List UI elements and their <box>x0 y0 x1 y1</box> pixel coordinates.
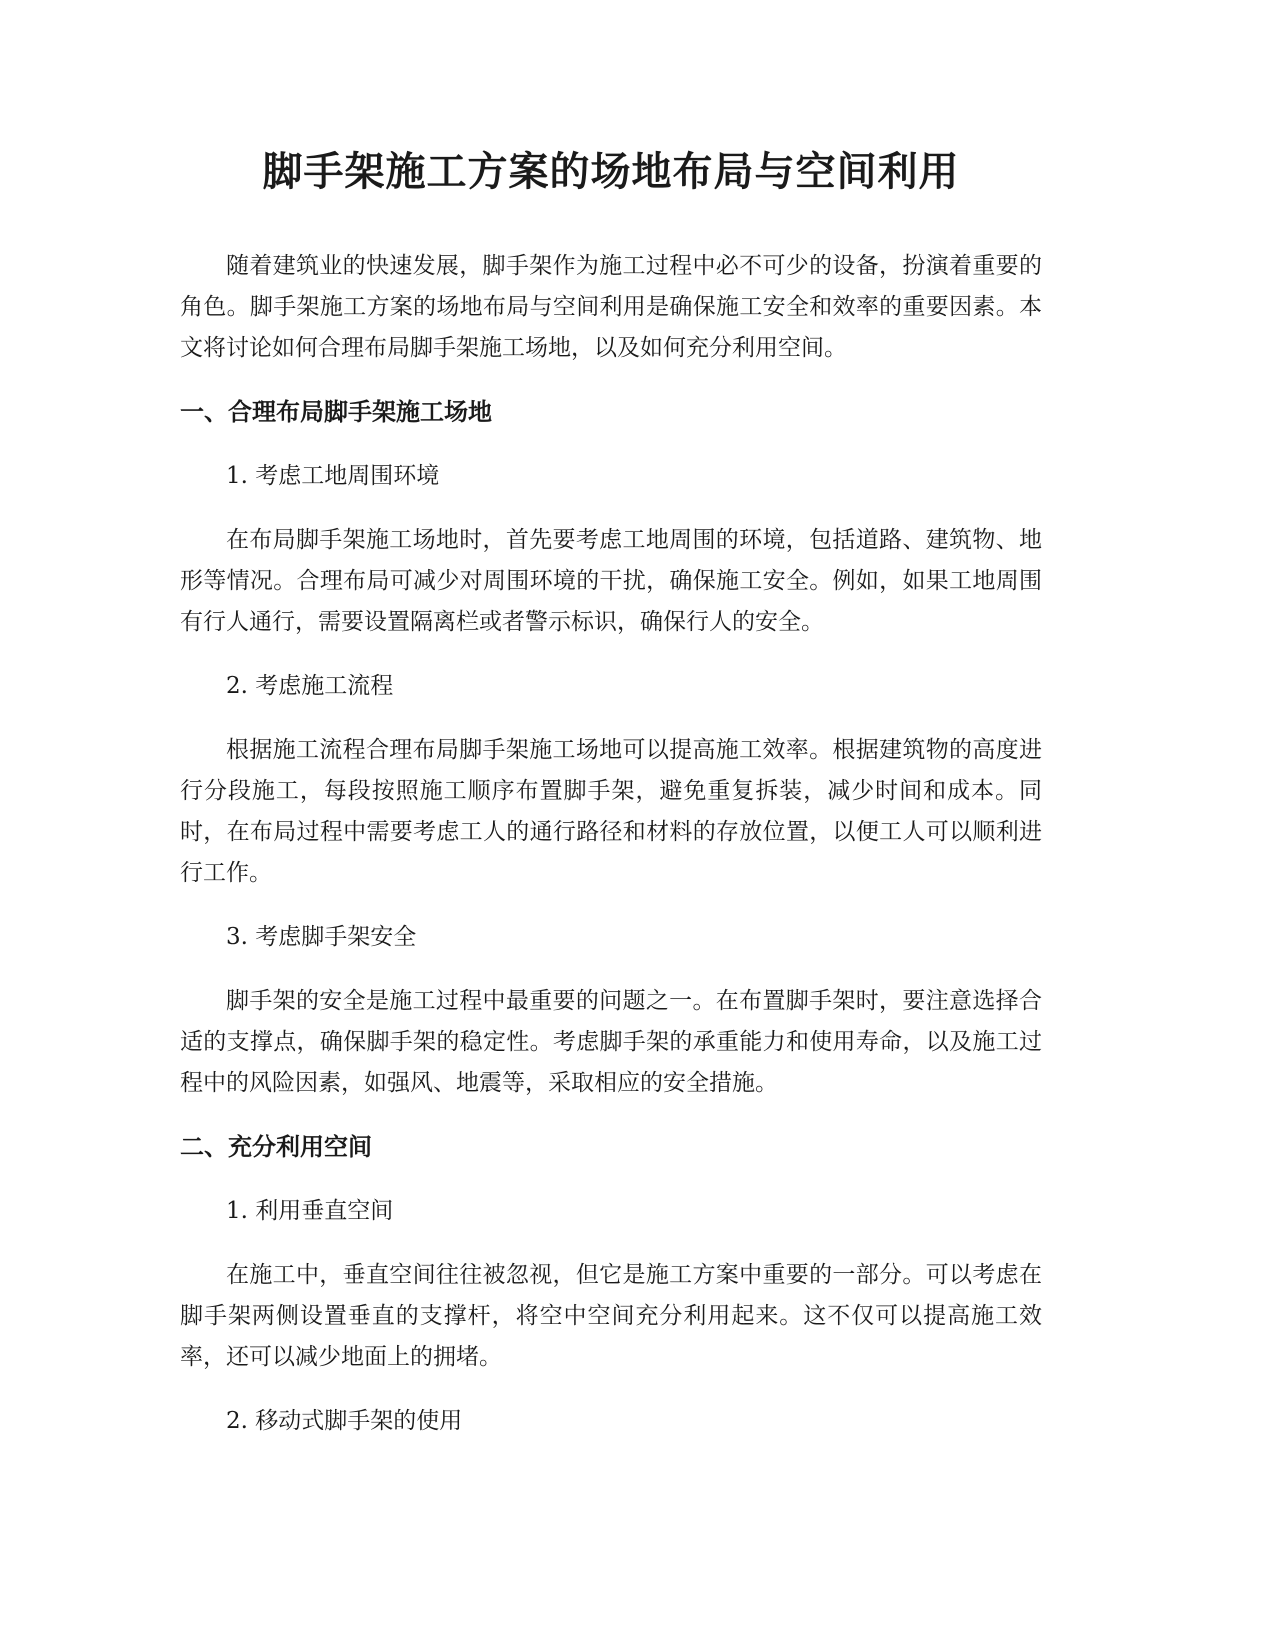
paragraph-1-2: 根据施工流程合理布局脚手架施工场地可以提高施工效率。根据建筑物的高度进行分段施工，每段按照施工顺序布置脚手架，避免重复拆装，减少时间和成本。同时，在布局过程中需要考虑工人的通行路径和材料的存放位置，以便工人可以顺利进行工作。 <box>180 737 1042 886</box>
document-page <box>180 140 1042 1465</box>
paragraph-2-1: 在施工中，垂直空间往往被忽视，但它是施工方案中重要的一部分。可以考虑在脚手架两侧设置垂直的支撑杆，将空中空间充分利用起来。这不仅可以提高施工效率，还可以减少地面上的拥堵。 <box>180 1262 1042 1370</box>
document-title: 脚手架施工方案的场地布局与空间利用 <box>262 149 960 195</box>
subheading-1-3: 3. 考虑脚手架安全 <box>226 924 417 950</box>
section-heading-2: 二、充分利用空间 <box>180 1133 372 1161</box>
subheading-1-2: 2. 考虑施工流程 <box>226 673 394 699</box>
paragraph-1-3: 脚手架的安全是施工过程中最重要的问题之一。在布置脚手架时，要注意选择合适的支撑点，确保脚手架的稳定性。考虑脚手架的承重能力和使用寿命，以及施工过程中的风险因素，如强风、地震等，采取相应的安全措施。 <box>180 988 1042 1096</box>
subheading-1-1: 1. 考虑工地周围环境 <box>226 463 440 489</box>
subheading-2-2: 2. 移动式脚手架的使用 <box>226 1408 463 1434</box>
paragraph-1-1: 在布局脚手架施工场地时，首先要考虑工地周围的环境，包括道路、建筑物、地形等情况。合理布局可减少对周围环境的干扰，确保施工安全。例如，如果工地周围有行人通行，需要设置隔离栏或者警示标识，确保行人的安全。 <box>180 527 1042 635</box>
section-heading-1: 一、合理布局脚手架施工场地 <box>180 398 492 426</box>
subheading-2-1: 1. 利用垂直空间 <box>226 1198 394 1224</box>
intro-paragraph: 随着建筑业的快速发展，脚手架作为施工过程中必不可少的设备，扮演着重要的角色。脚手架施工方案的场地布局与空间利用是确保施工安全和效率的重要因素。本文将讨论如何合理布局脚手架施工场地，以及如何充分利用空间。 <box>180 253 1042 361</box>
